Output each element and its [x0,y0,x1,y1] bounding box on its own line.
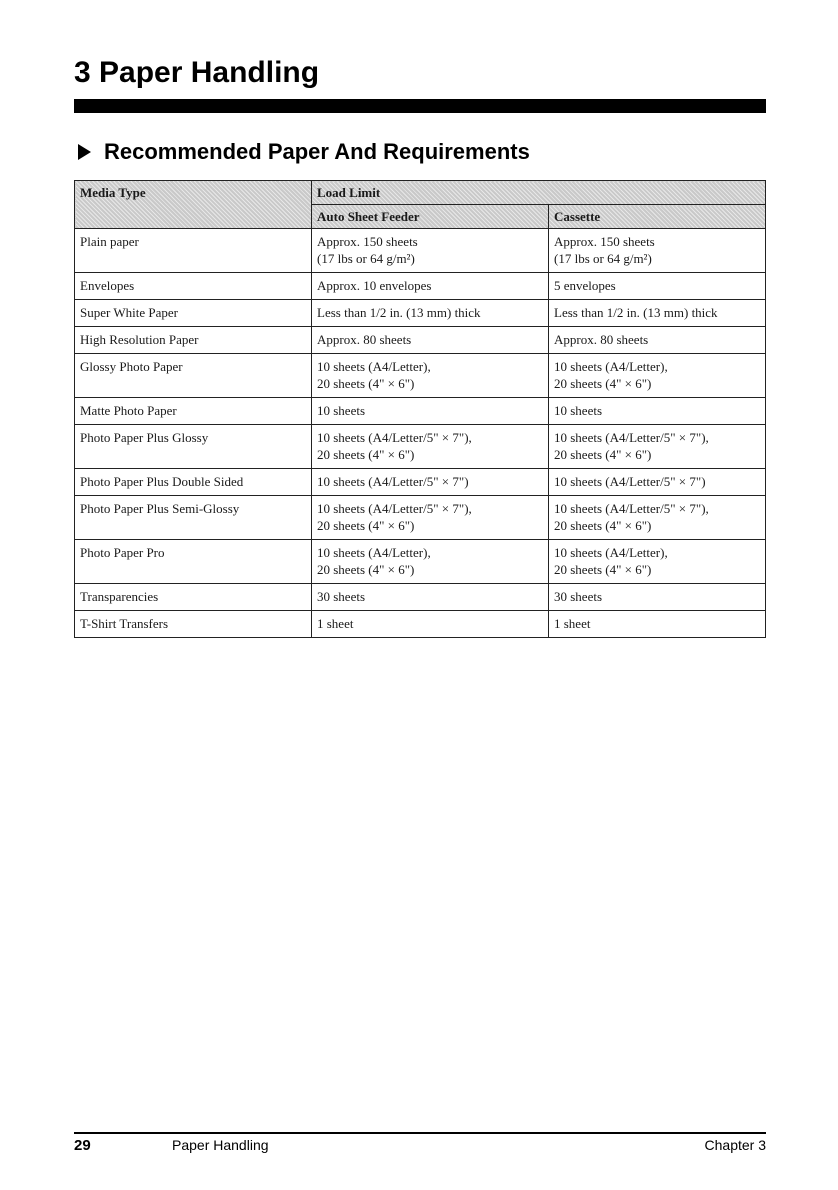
auto-sheet-feeder-cell-line: 10 sheets (A4/Letter/5" × 7"), [317,501,472,516]
section-heading-text: Recommended Paper And Requirements [104,139,530,164]
cassette-cell [549,540,766,584]
auto-sheet-feeder-cell-line: 30 sheets [317,589,366,604]
media-cell [75,327,312,354]
cassette-cell [549,398,766,425]
auto-sheet-feeder-cell [312,398,549,425]
header-cassette: Cassette [549,205,766,229]
auto-sheet-feeder-cell [312,469,549,496]
header-media-type: Media Type [75,181,312,229]
table-row [75,469,766,496]
auto-sheet-feeder-cell-line: 10 sheets [317,403,366,418]
cassette-cell-line: 30 sheets [554,589,603,604]
auto-sheet-feeder-cell-line: Approx. 10 envelopes [317,278,432,293]
auto-sheet-feeder-cell-line: Approx. 80 sheets [317,332,412,347]
media-cell [75,540,312,584]
cassette-cell [549,327,766,354]
chapter-title: 3 Paper Handling [74,56,320,89]
media-cell-line: T-Shirt Transfers [80,616,169,631]
cassette-cell-line: (17 lbs or 64 g/m²) [554,251,652,266]
media-cell-line: Photo Paper Plus Double Sided [80,474,244,489]
footer-rule [74,1132,766,1134]
auto-sheet-feeder-cell-line: 10 sheets (A4/Letter/5" × 7"), [317,430,472,445]
auto-sheet-feeder-cell-line: 20 sheets (4" × 6") [317,376,415,391]
auto-sheet-feeder-cell-line: 20 sheets (4" × 6") [317,562,415,577]
auto-sheet-feeder-cell-line: (17 lbs or 64 g/m²) [317,251,415,266]
table-row [75,540,766,584]
cassette-cell-line: 20 sheets (4" × 6") [554,376,652,391]
auto-sheet-feeder-cell-line: Approx. 150 sheets [317,234,418,249]
media-cell [75,229,312,273]
table-row [75,273,766,300]
cassette-cell-line: 20 sheets (4" × 6") [554,518,652,533]
cassette-cell [549,300,766,327]
cassette-cell [549,354,766,398]
auto-sheet-feeder-cell [312,273,549,300]
auto-sheet-feeder-cell [312,611,549,638]
cassette-cell [549,425,766,469]
cassette-cell [549,496,766,540]
table-row [75,611,766,638]
media-cell [75,611,312,638]
cassette-cell [549,584,766,611]
cassette-cell-line: 10 sheets (A4/Letter/5" × 7"), [554,501,709,516]
cassette-cell-line: Approx. 150 sheets [554,234,655,249]
media-cell [75,584,312,611]
table-row [75,584,766,611]
media-cell [75,300,312,327]
auto-sheet-feeder-cell-line: 1 sheet [317,616,354,631]
header-auto-sheet-feeder: Auto Sheet Feeder [312,205,549,229]
media-cell [75,425,312,469]
table-row [75,229,766,273]
cassette-cell [549,611,766,638]
auto-sheet-feeder-cell-line: 10 sheets (A4/Letter/5" × 7") [317,474,469,489]
cassette-cell-line: Approx. 80 sheets [554,332,649,347]
auto-sheet-feeder-cell [312,584,549,611]
footer-title: Paper Handling [172,1137,269,1153]
media-cell [75,496,312,540]
auto-sheet-feeder-cell-line: Less than 1/2 in. (13 mm) thick [317,305,481,320]
auto-sheet-feeder-cell [312,425,549,469]
auto-sheet-feeder-cell [312,300,549,327]
media-cell-line: Envelopes [80,278,135,293]
auto-sheet-feeder-cell-line: 10 sheets (A4/Letter), [317,359,431,374]
media-cell-line: Matte Photo Paper [80,403,177,418]
media-cell-line: Glossy Photo Paper [80,359,183,374]
media-cell [75,398,312,425]
footer-chapter: Chapter 3 [704,1137,766,1153]
auto-sheet-feeder-cell [312,354,549,398]
cassette-cell-line: 1 sheet [554,616,591,631]
table-row [75,496,766,540]
cassette-cell-line: 20 sheets (4" × 6") [554,562,652,577]
media-cell-line: High Resolution Paper [80,332,199,347]
auto-sheet-feeder-cell-line: 10 sheets (A4/Letter), [317,545,431,560]
media-cell [75,273,312,300]
media-cell-line: Photo Paper Plus Semi-Glossy [80,501,240,516]
table-row [75,354,766,398]
table-row [75,300,766,327]
cassette-cell-line: 5 envelopes [554,278,616,293]
triangle-bullet-icon [78,144,91,160]
title-bar [74,99,766,113]
cassette-cell-line: 10 sheets (A4/Letter/5" × 7"), [554,430,709,445]
table-row [75,425,766,469]
table-body [75,229,766,638]
header-load-limit: Load Limit [312,181,766,205]
cassette-cell-line: 10 sheets (A4/Letter/5" × 7") [554,474,706,489]
cassette-cell-line: 20 sheets (4" × 6") [554,447,652,462]
cassette-cell-line: 10 sheets (A4/Letter), [554,359,668,374]
media-cell-line: Photo Paper Pro [80,545,165,560]
media-cell-line: Plain paper [80,234,139,249]
media-cell-line: Transparencies [80,589,159,604]
page-number: 29 [74,1137,91,1154]
cassette-cell-line: Less than 1/2 in. (13 mm) thick [554,305,718,320]
cassette-cell-line: 10 sheets (A4/Letter), [554,545,668,560]
media-cell [75,354,312,398]
auto-sheet-feeder-cell-line: 20 sheets (4" × 6") [317,518,415,533]
media-cell [75,469,312,496]
media-cell-line: Photo Paper Plus Glossy [80,430,209,445]
auto-sheet-feeder-cell [312,540,549,584]
paper-requirements-table [74,180,766,638]
section-heading [78,139,530,165]
table-row [75,327,766,354]
auto-sheet-feeder-cell-line: 20 sheets (4" × 6") [317,447,415,462]
cassette-cell [549,469,766,496]
table-row [75,398,766,425]
auto-sheet-feeder-cell [312,496,549,540]
cassette-cell [549,273,766,300]
cassette-cell [549,229,766,273]
cassette-cell-line: 10 sheets [554,403,603,418]
media-cell-line: Super White Paper [80,305,178,320]
auto-sheet-feeder-cell [312,327,549,354]
auto-sheet-feeder-cell [312,229,549,273]
